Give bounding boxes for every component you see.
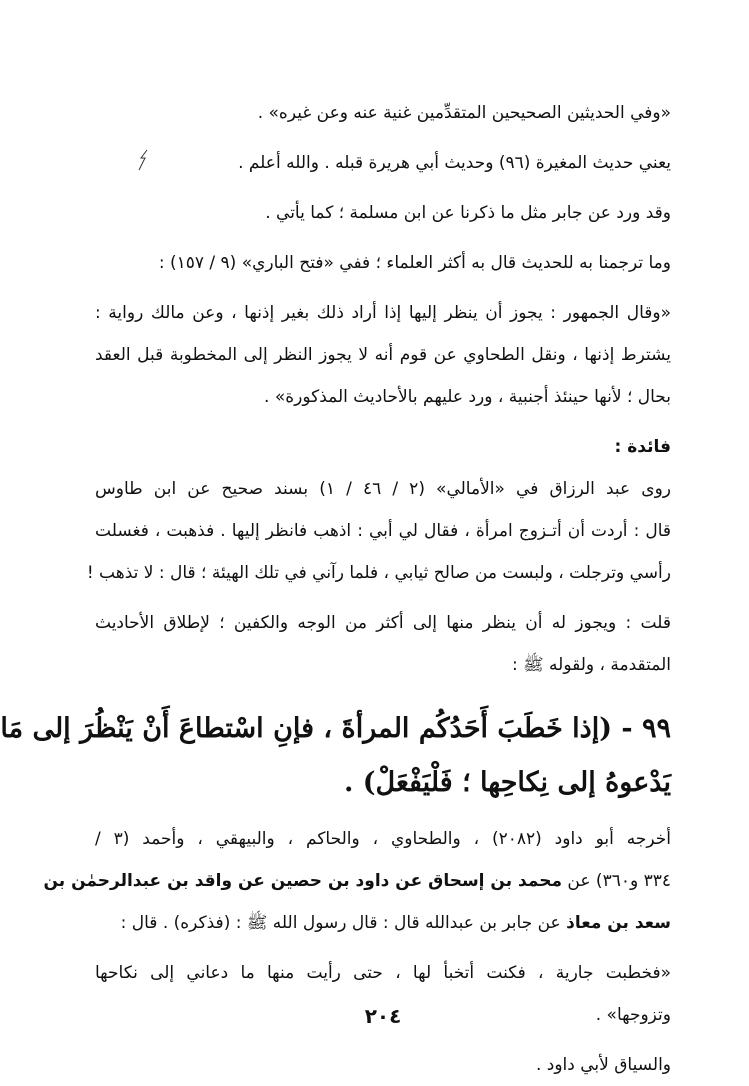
- narration-line: وتزوجها» .: [595, 1005, 671, 1025]
- page-number: ٢٠٤: [364, 1004, 402, 1028]
- benefit-line: قال : أردت أن أتـزوج امرأة ، فقال لي أبي : اذهب فانظر إليها . فذهبت ، فغسلت: [95, 521, 671, 541]
- benefit-heading: فائدة :: [614, 437, 671, 457]
- fath-albari-quote-line: يشترط إذنها ، ونقل الطحاوي عن قوم أنه لا يجوز النظر إلى المخطوبة قبل العقد: [95, 345, 671, 365]
- narration-line: «فخطبت جارية ، فكنت أتخبأ لها ، حتى رأيت منها ما دعاني إلى نكاحها: [95, 963, 671, 983]
- takhrij-reference: ٣٣٤ و٣٦٠) عن: [562, 871, 671, 891]
- quote-continuation: «وفي الحديثين الصحيحين المتقدِّمين غنية عنه وعن غيره» .: [257, 103, 671, 123]
- takhrij-line: [43, 860, 671, 902]
- commentary-line: المتقدمة ، ولقوله ﷺ :: [511, 655, 671, 675]
- fath-albari-quote-line: «وقال الجمهور : يجوز أن ينظر إليها إذا أراد ذلك بغير إذنها ، وعن مالك رواية :: [95, 303, 671, 323]
- commentary-line: وقد ورد عن جابر مثل ما ذكرنا عن ابن مسلمة ؛ كما يأتي .: [265, 203, 671, 223]
- benefit-line: روى عبد الرزاق في «الأمالي» (٢ / ٤٦ / ١) بسند صحيح عن ابن طاوس: [95, 479, 671, 499]
- takhrij-line: أخرجه أبو داود (٢٠٨٢) ، والطحاوي ، والحاكم ، والبيهقي ، وأحمد (٣ /: [95, 829, 672, 849]
- takhrij-reference: عن جابر بن عبدالله قال : قال رسول الله ﷺ : (فذكره) . قال :: [120, 913, 567, 933]
- context-note: والسياق لأبي داود .: [535, 1055, 671, 1075]
- isnad-chain: سعد بن معاذ: [566, 913, 671, 933]
- takhrij-line: [95, 902, 671, 944]
- isnad-chain: محمد بن إسحاق عن داود بن حصين عن واقد بن عبدالرحمٰن بن: [43, 871, 563, 891]
- commentary-line: وما ترجمنا به للحديث قال به أكثر العلماء ؛ ففي «فتح الباري» (٩ / ١٥٧) :: [158, 253, 671, 273]
- fath-albari-quote-line: بحال ؛ لأنها حينئذ أجنبية ، ورد عليهم بالأحاديث المذكورة» .: [264, 387, 671, 407]
- commentary-line: قلت : ويجوز له أن ينظر منها إلى أكثر من الوجه والكفين ؛ لإطلاق الأحاديث: [95, 613, 671, 633]
- benefit-line: رأسي وترجلت ، ولبست من صالح ثيابي ، فلما رآني في تلك الهيئة ؛ قال : لا تذهب !: [86, 563, 671, 583]
- commentary-line: يعني حديث المغيرة (٩٦) وحديث أبي هريرة قبله . والله أعلم .: [238, 153, 671, 173]
- margin-bracket-icon: [137, 148, 149, 172]
- hadith-text: ٩٩ - (إذا خَطَبَ أَحَدُكُم المرأةَ ، فإنِ اسْتطاعَ أَنْ يَنْظُرَ إلى مَا: [0, 713, 671, 744]
- book-page: [0, 92, 672, 1075]
- hadith-text: يَدْعوهُ إلى نِكاحِها ؛ فَلْيَفْعَلْ) .: [343, 767, 671, 798]
